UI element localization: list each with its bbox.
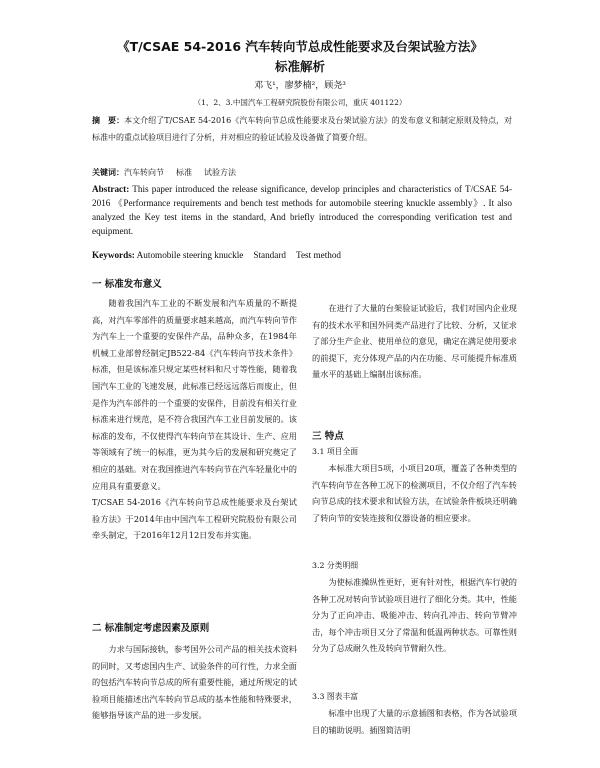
section-2-body-right — [312, 300, 517, 383]
authors: 邓飞¹，廖梦楠²，顾尧³ — [254, 81, 346, 91]
abstract-en — [92, 182, 512, 238]
subsection-3-3-paragraph: 标准中出现了大量的示意插图和表格，作为各试验项目的辅助说明。插图简洁明 — [312, 708, 517, 735]
paper-subtitle: 标准解析 — [274, 59, 325, 74]
subsection-3-2-heading: 3.2 分类明细 — [312, 561, 359, 570]
keywords-cn-label: 关键词： — [92, 168, 124, 177]
subsection-3-1-heading: 3.1 项目全面 — [312, 447, 359, 456]
keyword-cn: 标准 — [176, 168, 192, 177]
section-2-heading: 二 标准制定考虑因素及原则 — [92, 623, 210, 634]
keyword-cn: 汽车转向节 — [124, 168, 164, 177]
subsection-3-3-body — [312, 705, 517, 738]
section-1-heading: 一 标准发布意义 — [92, 279, 162, 290]
subsection-3-2-body — [312, 574, 517, 657]
subsection-3-2-paragraph: 为使标准操纵性更好，更有针对性，根据汽车行驶的各种工况对转向节试验项目进行了细化分类。其中，性能分为了正向冲击、吸能冲击、转向孔冲击、转向节臂冲击，每个冲击项目又分了常温和低温两种状态。可靠性则分为了总成耐久性及转向节臂耐久性。 — [312, 577, 517, 654]
subsection-3-1-body — [312, 460, 517, 526]
keyword-en: Test method — [296, 250, 342, 260]
paper-title: 《T/CSAE 54-2016 汽车转向节总成性能要求及台架试验方法》 — [117, 39, 483, 54]
keyword-en: Automobile steering knuckle — [136, 250, 244, 260]
section-1-body — [92, 295, 297, 544]
keyword-cn: 试验方法 — [204, 168, 236, 177]
keywords-cn — [92, 165, 512, 180]
keywords-en — [92, 248, 512, 262]
abstract-en-text: This paper introduced the release significance, develop principles and characteristics of T/CSAE 54-2016 《Performance requirements and bench test methods for automobile steering knuckle assembly》. It also analyzed the Key test items in the standard, And briefly introduced the corresponding verification test and equipment. — [92, 184, 513, 236]
abstract-en-label: Abstract: — [92, 184, 130, 194]
keyword-en: Standard — [253, 250, 286, 260]
keywords-en-label: Keywords: — [92, 250, 135, 260]
section-1-paragraph: 随着我国汽车工业的不断发展和汽车质量的不断提高，对汽车零部件的质量要求越来越高，而汽车转向节作为汽车上一个重要的安保件产品，品种众多，在1984年机械工业部曾经制定JB522-84《汽车转向节技术条件》标准，但是该标准只规定某些材料和尺寸等性能，随着我国汽车工业的飞速发展，此标准已经远远落后而废止，但是作为汽车部件的一个重要的安保件，目前没有相关行业标准来进行规范，是不符合我国汽车工业目前发展的。该标准的发布，不仅使得汽车转向节在其设计、生产、应用等领域有了统一的标准，更为其今后的发展和研究奠定了相应的基础。对在我国推进汽车转向节在汽车轻量化中的应用具有重要意义。 — [92, 298, 297, 491]
abstract-cn — [92, 113, 512, 146]
section-1-paragraph: T/CSAE 54-2016《汽车转向节总成性能要求及台架试验方法》于2014年由中国汽车工程研究院股份有限公司牵头制定，于2016年12月12日发布并实施。 — [92, 497, 297, 541]
section-2-body-left — [92, 641, 297, 724]
subsection-3-3-heading: 3.3 图表丰富 — [312, 692, 359, 701]
subsection-3-1-paragraph: 本标准大项目5项，小项目20项，覆盖了各种类型的汽车转向节在各种工况下的检测项目，不仅介绍了汽车转向节总成的技术要求和试验方法，在试验条件板块还明确了转向节的安装连接和仪器设备的相应要求。 — [312, 463, 517, 523]
affiliation: （1、2、3.中国汽车工程研究院股份有限公司，重庆 401122） — [193, 98, 407, 107]
abstract-cn-label: 摘 要： — [92, 116, 125, 125]
section-2-paragraph: 力求与国际接轨，参考国外公司产品的相关技术资料的同时，又考虑国内生产、试验条件的可行性，力求全面的包括汽车转向节总成的所有重要性能，通过所规定的试验项目能描述出汽车转向节总成的基本性能和特殊要求，能够指导该产品的进一步发展。 — [92, 644, 297, 721]
abstract-cn-text: 本文介绍了T/CSAE 54-2016《汽车转向节总成性能要求及台架试验方法》的发布意义和制定原则及特点，对标准中的重点试验项目进行了分析，并对相应的验证试验及设备做了简要介绍。 — [92, 116, 513, 142]
section-3-heading: 三 特点 — [312, 431, 344, 442]
section-2-paragraph: 在进行了大量的台架验证试验后，我们对国内企业现有的技术水平和国外同类产品进行了比较、分析，又征求了部分生产企业、使用单位的意见，确定在满足使用要求的前提下，充分体现产品的内在功能、尽可能提升标准质量水平的基础上编制出该标准。 — [312, 303, 517, 380]
